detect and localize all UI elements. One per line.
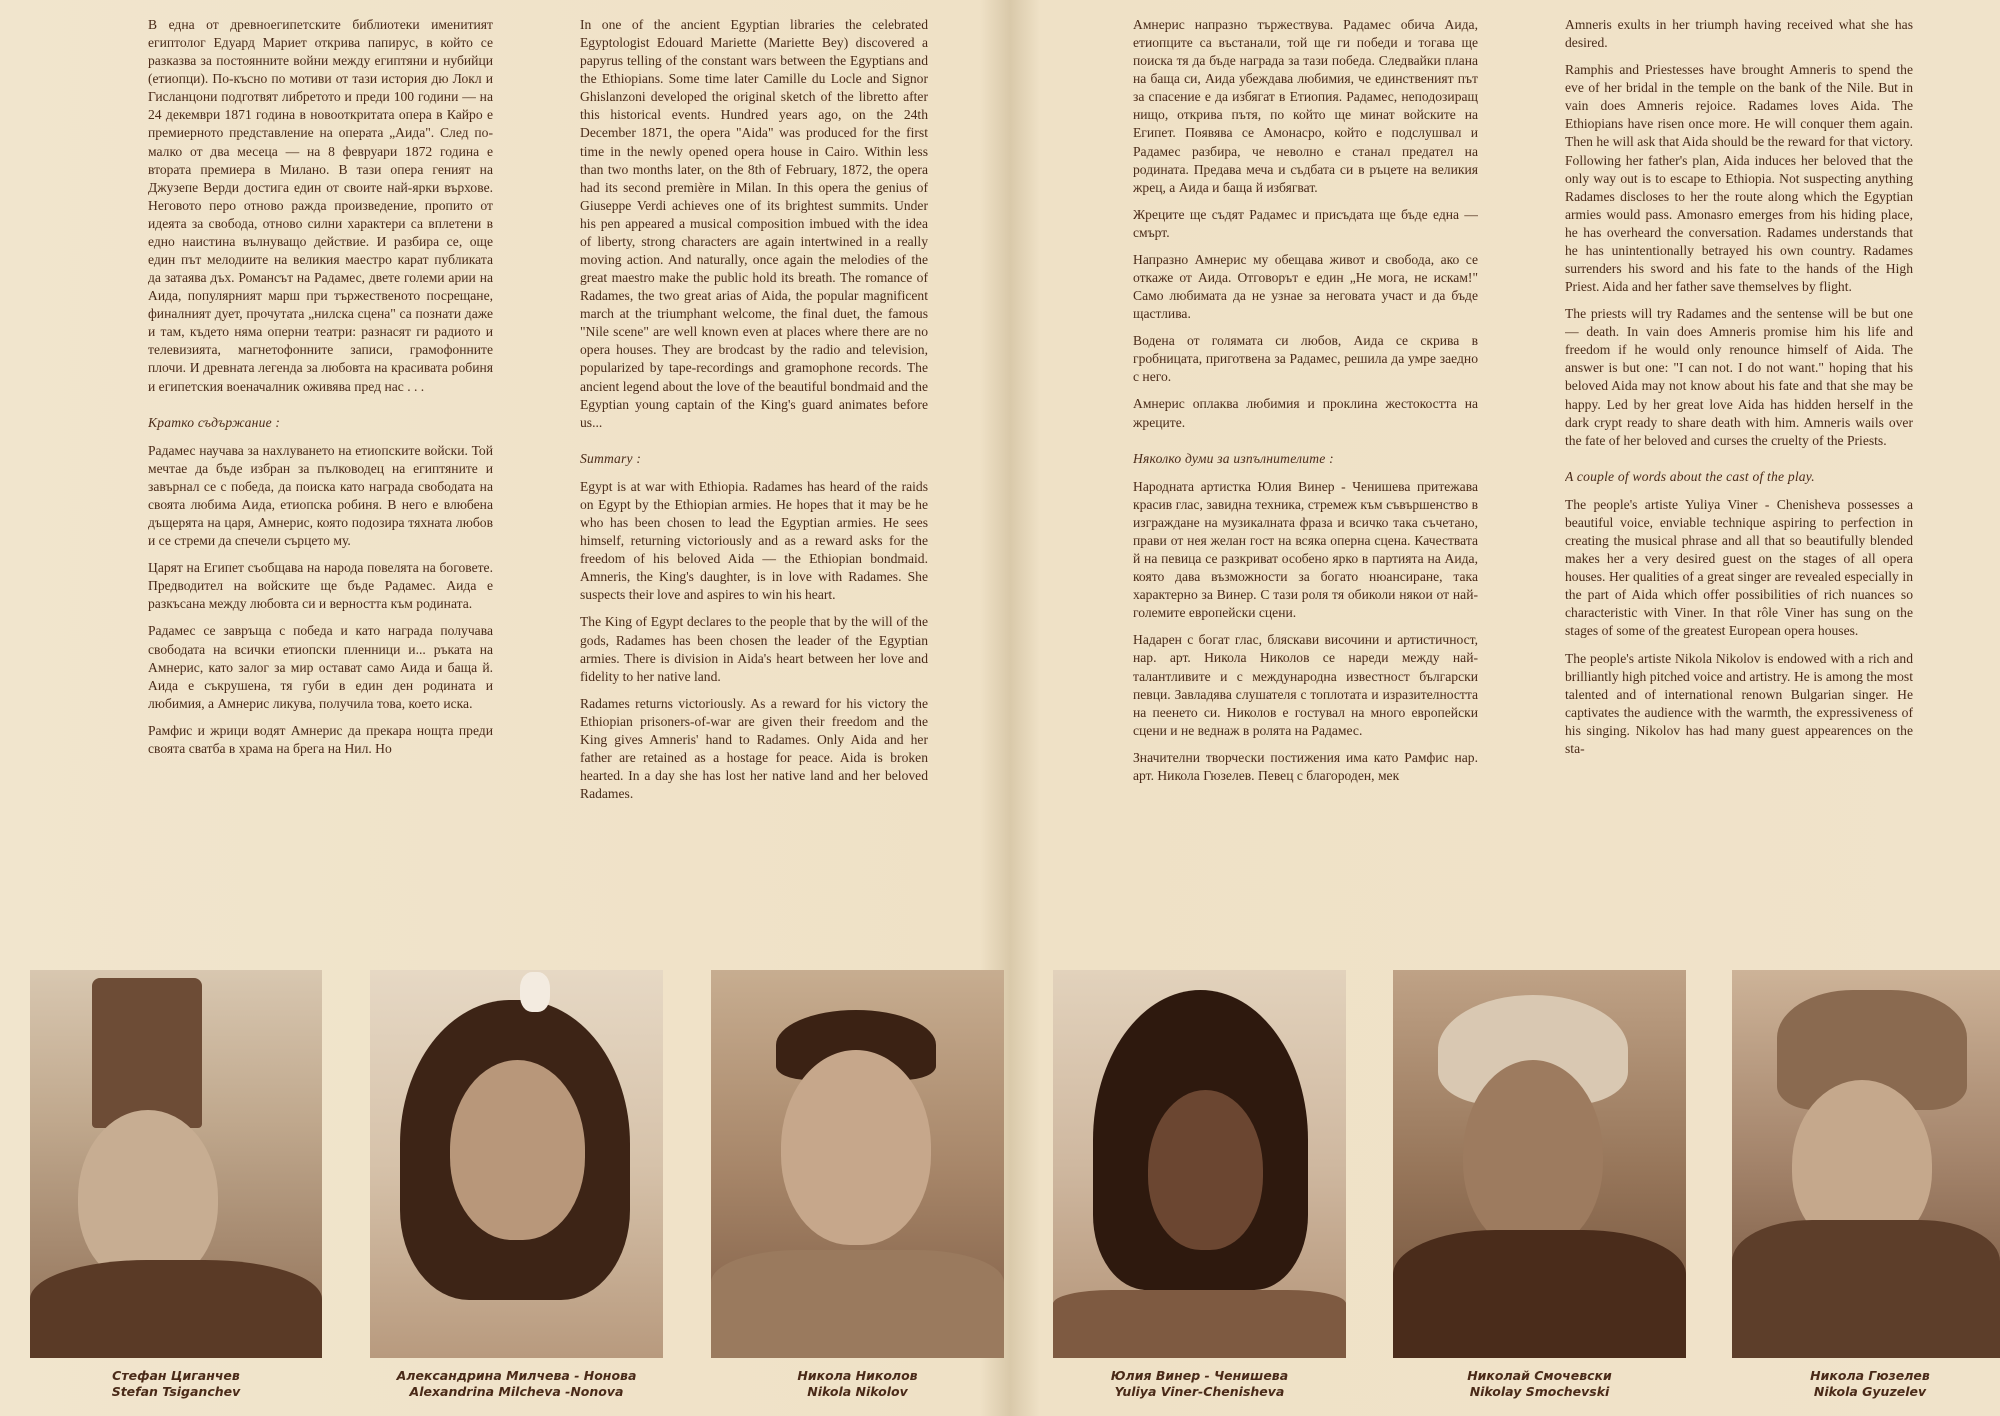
intro-paragraph: In one of the ancient Egyptian libraries the celebrated Egyptologist Edouard Mariette (Mariette Bey) discovered a papyrus telling of the constant wars between the Egyptians and the Ethiopians. Some time later Camille du Locle and Signor Ghislanzoni developed the original sketch of the libretto after this historical events. Hundred years ago, on the 24th December 1871, the opera "Aida" was produced for the first time in the newly opened opera house in Cairo. Within less than two months later, on the 8th of February, 1872, the opera had its second première in Milan. In this opera the genius of Giuseppe Verdi achieves one of its brightest summits. Under his pen appeared a musical composition imbued with the idea of liberty, strong characters are again intertwined in a really moving action. And naturally, once again the melodies of the great maestro make the public hold its breath. The romance of Radames, the two great arias of Aida, the popular magnificent march at the triumphant welcome, the final duet, the famous "Nile scene" are well known even at places where there are no opera houses. They are brodcast by the radio and television, popularized by tape-recordings and gramophone records. The ancient legend about the love of the beautiful bondmaid and the Egyptian young captain of the King's guard animates before us... (580, 17, 928, 430)
cast-paragraph: The people's artiste Nikola Nikolov is endowed with a rich and brilliantly high pitched voice and artistry. He is among the most talented and of international renown Bulgarian singer. He captivates the audience with the warmth, the expressiveness of his singing. Nikolov has had many guest appearences on the sta- (1565, 650, 1913, 756)
summary-paragraph: Царят на Египет съобщава на народа повелята на боговете. Предводител на войските ще бъде Радамес. Аида е разкъсана между любовта си и верността към родината. (148, 560, 493, 612)
portrait-photo (1732, 970, 2000, 1358)
cast-portraits (0, 970, 2000, 1410)
synopsis-paragraph: Амнерис оплаква любимия и проклина жестокостта на жреците. (1133, 396, 1478, 430)
summary-heading: Кратко съдържание : (148, 414, 281, 430)
summary-heading: Summary : (580, 450, 642, 466)
synopsis-paragraph: Амнерис напразно тържествува. Радамес обича Аида, етиопците са въстанали, той ще ги победи и тогава ще поиска тя да бъде награда за тази победа. Следвайки плана на баща си, Аида убеждава любимия, че единственият път за спасение е да избягат в Етиопия. Радамес, неподозиращ нищо, открива пътя, по който ще минат войските на Египет. Появява се Амонасро, който е подслушвал и Радамес разбира, че неволно е станал предател на родината. Предава меча и съдбата си в ръцете на великия жрец, а Аида и баща й избягват. (1133, 17, 1478, 195)
synopsis-paragraph: The priests will try Radames and the sentense will be but one — death. In vain does Amneris promise him his life and freedom if he would only renounce himself of Aida. The answer is but one: "I can not. I do not want." hoping that his beloved Aida may not know about his fate and that she may be happy. Led by her great love Aida has hidden herself in the dark crypt ready to share death with him. Amneris wails over the fate of her beloved and curses the cruelty of the Priests. (1565, 306, 1913, 448)
portrait-photo (711, 970, 1004, 1358)
cast-paragraph: The people's artiste Yuliya Viner - Chenisheva possesses a beautiful voice, enviable technique aspiring to perfection in creating the musical phrase and all that so beautifully blended makes her a very desired guest on the stages of all opera houses. Her qualities of a great singer are revealed especially in the part of Aida which offer possibilities of rich nuances so characteristic with Viner. In that rôle Viner has sung on the stages of some of the greatest European opera houses. (1565, 496, 1913, 639)
summary-paragraph: Рамфис и жрици водят Амнерис да прекара нощта преди своята сватба в храма на брега на Нил. Но (148, 722, 493, 756)
english-intro-column (580, 16, 928, 886)
summary-paragraph: The King of Egypt declares to the people that by the will of the gods, Radames has been chosen the leader of the Egyptian armies. There is division in Aida's heart between her love and fidelity to her native land. (580, 614, 928, 684)
bulgarian-synopsis-column (1133, 16, 1478, 886)
cast-paragraph: Значителни творчески постижения има като Рамфис нар. арт. Никола Гюзелев. Певец с благороден, мек (1133, 749, 1478, 783)
synopsis-paragraph: Напразно Амнерис му обещава живот и свобода, ако се откаже от Аида. Отговорът е един „Не мога, не искам!" Само любимата да не узнае за неговата участ и да бъде щастлива. (1133, 251, 1478, 322)
portrait-caption: Николай Смочевски Nikolay Smochevski (1467, 1368, 1612, 1399)
portrait-caption: Никола Гюзелев Nikola Gyuzelev (1810, 1368, 1930, 1399)
summary-paragraph: Радамес се завръща с победа и като награда получава свободата на всички етиопски пленници и... ръката на Амнерис, като залог за мир остават само Аида и баща й. Аида е съкрушена, тя губи в един ден родината и любимия, а Амнерис ликува, получила това, което иска. (148, 623, 493, 711)
intro-paragraph: В една от древноегипетските библиотеки именитият египтолог Едуард Мариет открива папирус, в който се разказва за постоянните войни между египтяни и нубийци (етиопци). По-късно по мотиви от тази история дю Локл и Гисланцони подготвят либретото и преди 100 години — на 24 декември 1871 година в новооткритата опера в Кайро е премиерното представление на операта „Аида". След по-малко от два месеца — на 8 февруари 1872 година е втората премиера в Милано. В тази опера геният на Джузепе Верди достига един от своите най-ярки върхове. Неговото перо отново ражда произведение, пропито от идеята за свобода, отново силни характери са вплетени в едно наистина вълнуващо действие. И разбира се, още един път мелодиите на великия маестро карат публиката да затаява дъх. Романсът на Радамес, двете големи арии на Аида, популярният марш при тържественото посрещане, финалният дует, прочутата „нилска сцена" са познати даже и там, където няма оперни театри: разнасят ги радиото и телевизията, магнетофонните записи, грамофонните плочи. И древната легенда за любовта на красивата робиня и египетския военачалник оживява пред нас . . . (148, 17, 493, 394)
bulgarian-intro-column (148, 16, 493, 886)
cast-heading: A couple of words about the cast of the play. (1565, 468, 1815, 484)
portrait-caption: Никола Николов Nikola Nikolov (797, 1368, 918, 1399)
synopsis-paragraph: Водена от голямата си любов, Аида се скрива в гробницата, приготвена за Радамес, решила да умре заедно с него. (1133, 333, 1478, 385)
cast-paragraph: Народната артистка Юлия Винер - Ченишева притежава красив глас, завидна техника, стремеж към съвършенство в изграждане на музикалната фраза и всичко така съчетано, прави от нея желан гост на всяка оперна сцена. Качествата й на певица се разкриват особено ярко в партията на Аида, която дава възможности за богато нюансиране, така характерно за Винер. С тази роля тя обиколи някои от най-големите европейски сцени. (1133, 478, 1478, 621)
summary-paragraph: Radames returns victoriously. As a reward for his victory the Ethiopian prisoners-of-war are given their freedom and the King gives Amneris' hand to Radames. Only Aida and her father are retained as a hostage for peace. Aida is broken hearted. In a day she has lost her native land and her beloved Radames. (580, 695, 928, 802)
summary-paragraph: Радамес научава за нахлуването на етиопските войски. Той мечтае да бъде избран за пълководец на египтяните и завърнал се с победа, да поиска като награда свободата на своята любима Аида, етиопска робиня. В него е влюбена дъщерята на царя, Амнерис, която подозира тяхната любов и се стреми да спечели сърцето му. (148, 442, 493, 549)
english-synopsis-column (1565, 16, 1913, 886)
synopsis-paragraph: Жреците ще съдят Радамес и присъдата ще бъде една — смърт. (1133, 206, 1478, 240)
portrait-photo (1053, 970, 1346, 1358)
portrait-photo (370, 970, 663, 1358)
cast-paragraph: Надарен с богат глас, бляскави височини и артистичност, нар. арт. Никола Николов се нареди между най-талантливите и с международна известност български певци. Завладява слушателя с топлотата и изразителността на пеенето си. Николов е гостувал на много европейски сцени и не веднаж в ролята на Радамес. (1133, 632, 1478, 738)
portrait-photo (1393, 970, 1686, 1358)
portrait-caption: Стефан Циганчев Stefan Tsiganchev (111, 1368, 241, 1399)
portrait-photo (30, 970, 322, 1358)
portrait-caption: Юлия Винер - Ченишева Yuliya Viner-Chenisheva (1110, 1368, 1289, 1399)
synopsis-paragraph: Ramphis and Priestesses have brought Amneris to spend the eve of her bridal in the temple on the bank of the Nile. But in vain does Amneris rejoice. Radames loves Aida. The Ethiopians have risen once more. He will conquer them again. Then he will ask that Aida should be the reward for that victory. Following her father's plan, Aida induces her beloved that the only way out is to escape to Ethiopia. Not suspecting anything Radames discloses to her the route along which the Egyptian armies would pass. Amonasro emerges from his hiding place, he has overheard the conversation. Radames understands that he has unintentionally betrayed his own country. Radames surrenders his sword and his fate to the hands of the High Priest. Aida and her father save themselves by flight. (1565, 62, 1913, 295)
portrait-caption: Александрина Милчева - Нонова Alexandrina Milcheva -Nonova (396, 1368, 637, 1399)
cast-heading: Няколко думи за изпълнителите : (1133, 450, 1334, 466)
summary-paragraph: Egypt is at war with Ethiopia. Radames has heard of the raids on Egypt by the Ethiopian armies. He hopes that it may be he who has been chosen to lead the Egyptian armies. He sees himself, returning victoriously and as a reward asks for the freedom of his beloved Aida — the Ethiopian bondmaid. Amneris, the King's daughter, is in love with Radames. She suspects their love and aspires to win his heart. (580, 478, 928, 603)
synopsis-paragraph: Amneris exults in her triumph having received what she has desired. (1565, 17, 1913, 51)
